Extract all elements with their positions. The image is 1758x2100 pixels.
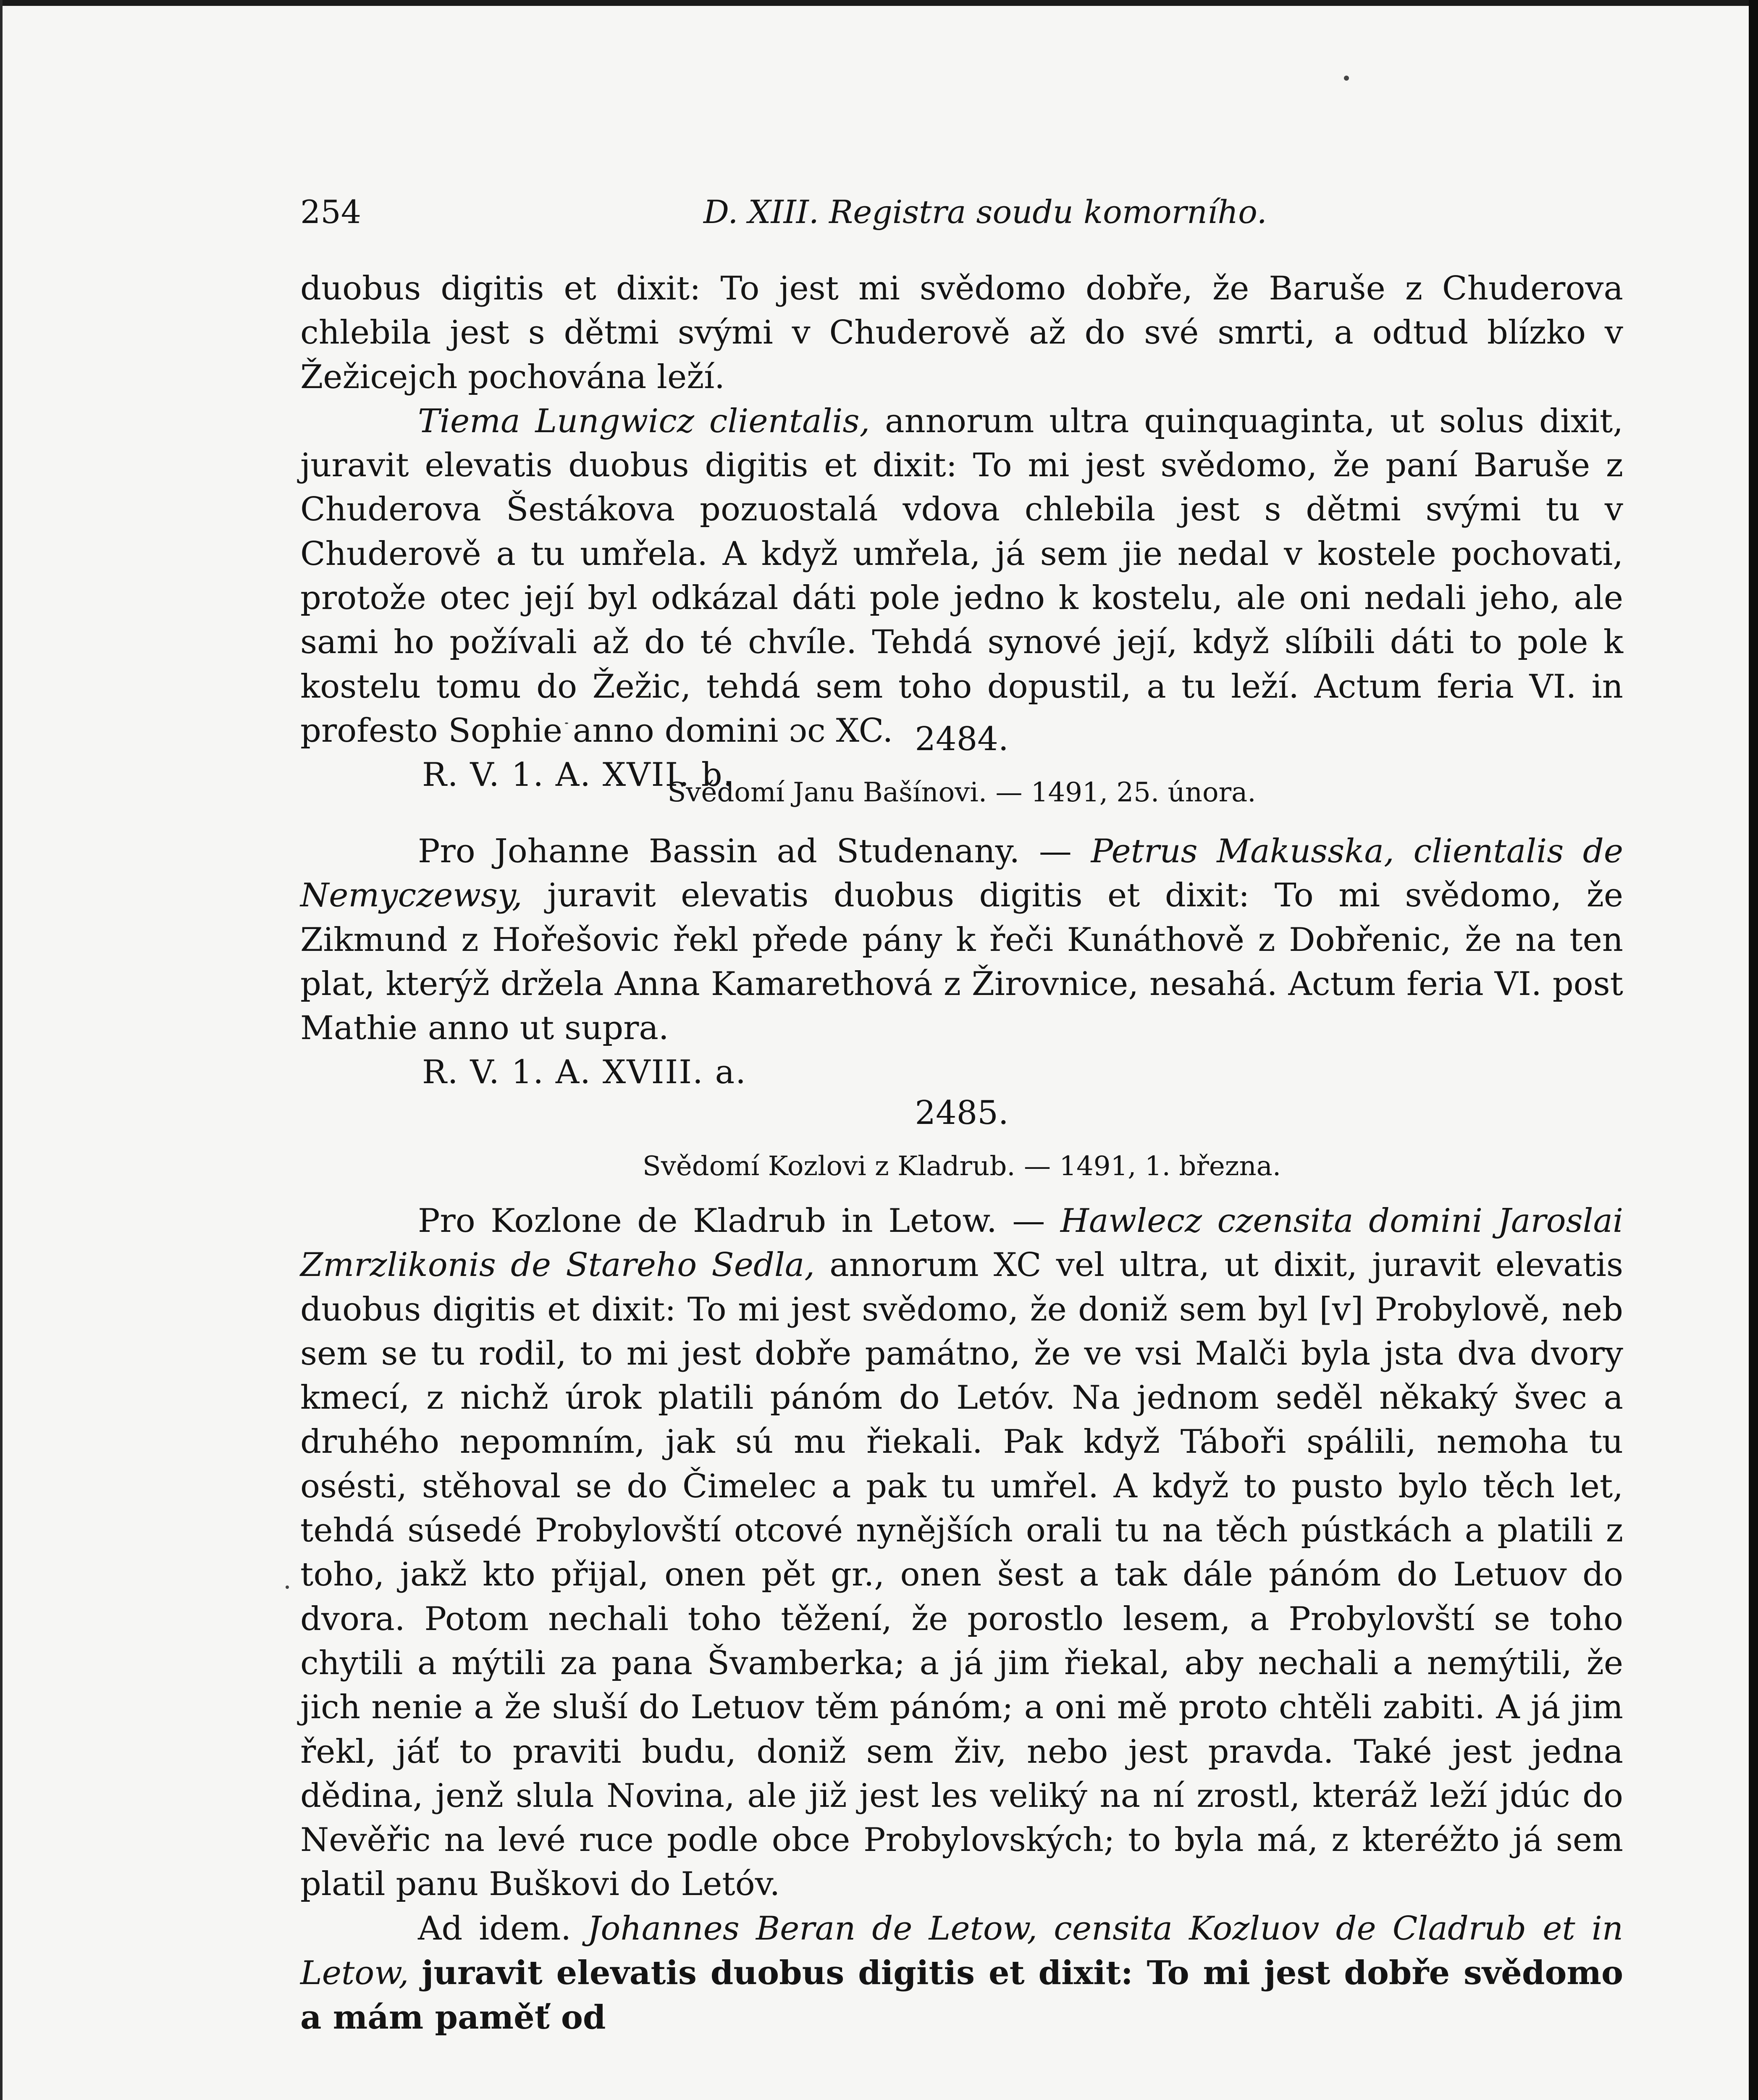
- scan-speck: [286, 1586, 289, 1589]
- entry-intro: Pro Johanne Bassin ad Studenany. —: [418, 832, 1072, 870]
- document-summary: Svědomí Kozlovi z Kladrub. — 1491, 1. března.: [642, 1151, 1281, 1182]
- document-number: 2485.: [915, 1094, 1009, 1132]
- running-head: [300, 193, 1623, 239]
- testimony-text: annorum XC vel ultra, ut dixit, juravit elevatis duobus digitis et dixit: To mi jest svědomo, že doniž sem byl [v] Probylově, neb sem se tu rodil, to mi jest dobře památno, že ve vsi Malči byla jsta dva dvory kmecí, z nichž úrok platili pánóm do Letóv. Na jednom seděl někaký švec a druhého nepomním, jak sú mu řiekali. Pak když Táboři spálili, nemoha tu osésti, stěhoval se do Čimelec a pak tu umřel. A když to pusto bylo těch let, tehdá súsedé Probylovští otcové nynějších orali tu na těch pústkách a platili z toho, jakž kto přijal, onen pět gr., onen šest a tak dále pánóm do Letuov do dvora. Potom nechali toho těžení, že porostlo lesem, a Probylovští se toho chytili a mýtili za pana Švamberka; a já jim řiekal, aby nechali a nemýtili, že jich nenie a že sluší do Letuov těm pánóm; a oni mě proto chtěli zabiti. A já jim řekl, jáť to praviti budu, doniž sem živ, nebo jest pravda. Také jest jedna dědina, jenž slula Novina, ale již jest les veliký na ní zrostl, kteráž leží jdúc do Nevěřic na levé ruce podle obce Probylovských; to byla má, z kteréžto já sem platil panu Buškovi do Letóv.: [300, 1246, 1623, 1903]
- witness-name: Hawlecz czensita domini Jaroslai Zmrzlikonis de Stareho Sedla,: [300, 1202, 1624, 1284]
- document-summary: Svědomí Janu Bašínovi. — 1491, 25. února.: [667, 777, 1256, 808]
- archival-reference: R. V. 1. A. XVIII. a.: [422, 1053, 747, 1092]
- entry-2485-paragraph: [300, 1199, 1623, 1907]
- entry-2484-body: [300, 830, 1623, 1095]
- entry-intro: Ad idem.: [418, 1909, 572, 1948]
- entry-intro: Pro Kozlone de Kladrub in Letow. —: [418, 1202, 1045, 1240]
- testimony-text: juravit elevatis duobus digitis et dixit: To mi svědomo, že Zikmund z Hořešovic řekl přede pány k řeči Kunáthově z Dobřenic, že na ten plat, kterýž držela Anna Kamarethová z Žirovnice, nesahá. Actum feria VI. post Mathie anno ut supra.: [300, 877, 1624, 1047]
- testimony-text: annorum ultra quinquaginta, ut solus dixit, juravit elevatis duobus digitis et dixit: To mi jest svědomo, že paní Baruše z Chuderova Šestákova pozuostalá vdova chlebila jest s dětmi svými tu v Chuderově a tu umřela. A když umřela, já sem jie nedal v kostele pochovati, protože otec její byl odkázal dáti pole jedno k kostelu, ale oni nedali jeho, ale sami ho požívali až do té chvíle. Tehdá synové její, když slíbili dáti to pole k kostelu tomu do Žežic, tehdá sem toho dopustil, a tu leží. Actum feria VI. in profesto Sophie anno domini ɔc XC.: [300, 402, 1624, 750]
- witness-name: Johannes Beran de Letow, censita Kozluov de Cladrub et in Letow,: [300, 1909, 1623, 1992]
- entry-2485-ad-idem: [300, 1907, 1623, 2040]
- entry-prev-paragraph-1: duobus digitis et dixit: To jest mi svědomo dobře, že Baruše z Chuderova chlebila jest s dětmi svými v Chuderově až do své smrti, a odtud blízko v Žežicejch pochována leží.: [300, 270, 1623, 396]
- document-number: 2484.: [915, 720, 1009, 758]
- witness-name: Petrus Makusska, clientalis de Nemyczewsy,: [300, 832, 1624, 915]
- scan-speck: [1344, 76, 1349, 81]
- entry-2484-paragraph: [300, 830, 1623, 1050]
- archival-reference: R. V. 1. A. XVII. b.: [422, 756, 735, 794]
- header-title: D. XIII. Registra soudu komorního.: [703, 193, 1267, 231]
- entry-prev-paragraph-2: [300, 399, 1623, 753]
- witness-name: Tiema Lungwicz clientalis,: [418, 402, 870, 440]
- entry-prev-continuation: [300, 267, 1623, 798]
- scan-border-top: [0, 0, 1758, 6]
- scan-border-right: [1749, 0, 1758, 2100]
- page-number: 254: [300, 193, 362, 231]
- testimony-text: juravit elevatis duobus digitis et dixit: To mi jest dobře svědomo a mám paměť od: [300, 1954, 1623, 2037]
- entry-2485-body: [300, 1199, 1623, 2040]
- scan-border-left: [0, 0, 3, 2100]
